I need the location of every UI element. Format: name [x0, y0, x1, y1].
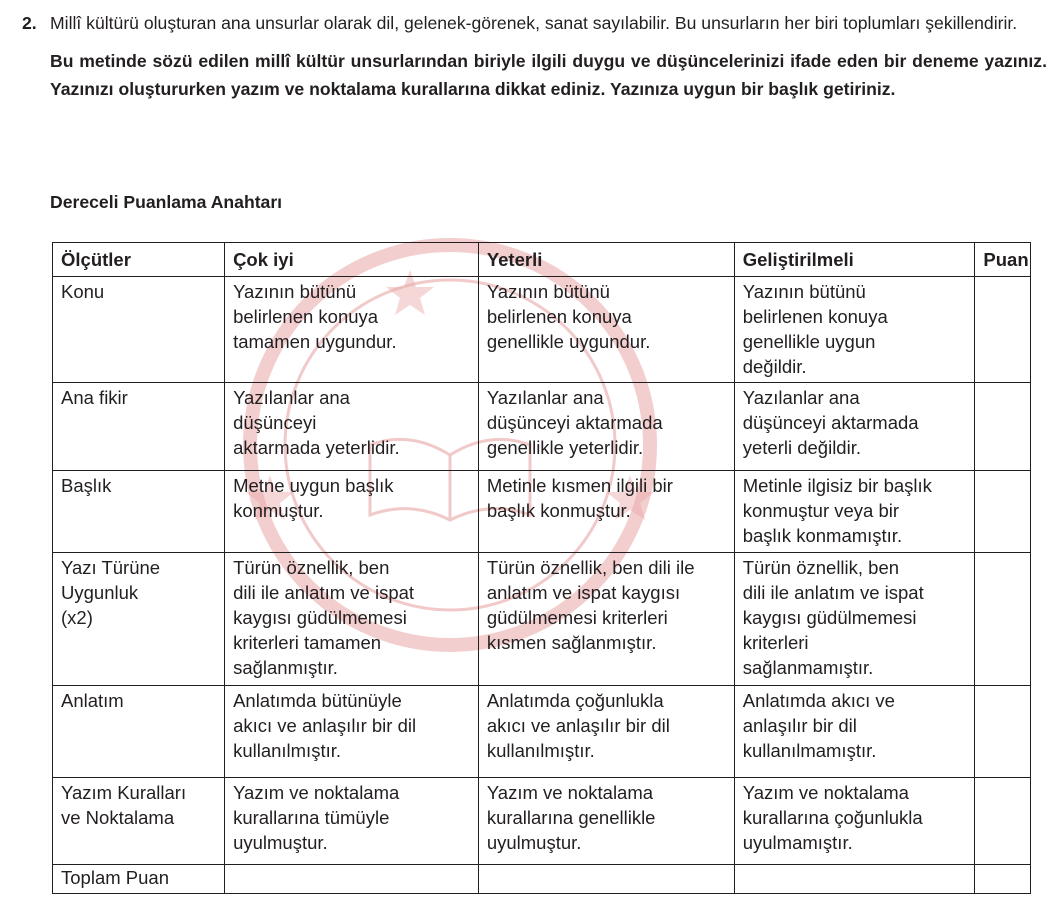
criterion-cell: Anlatım — [53, 686, 225, 778]
total-empty-cell — [478, 865, 734, 894]
question-intro: Millî kültürü oluşturan ana unsurlar olarak dil, gelenek-görenek, sanat sayılabilir. Bu unsurların her biri toplumları şekillendirir. — [50, 13, 1018, 33]
total-label: Toplam Puan — [53, 865, 225, 894]
sufficient-cell: Yazılanlar ana düşünceyi aktarmada genellikle yeterlidir. — [478, 383, 734, 471]
very-good-cell: Yazılanlar ana düşünceyi aktarmada yeterlidir. — [225, 383, 479, 471]
question-number: 2. — [22, 13, 37, 33]
needs-improvement-cell: Yazılanlar ana düşünceyi aktarmada yeterli değildir. — [734, 383, 975, 471]
table-row — [53, 778, 1031, 865]
score-cell[interactable] — [975, 383, 1031, 471]
very-good-cell: Anlatımda bütünüyle akıcı ve anlaşılır bir dil kullanılmıştır. — [225, 686, 479, 778]
header-score: Puan — [975, 243, 1031, 277]
table-row — [53, 686, 1031, 778]
table-row — [53, 277, 1031, 383]
sufficient-cell: Yazım ve noktalama kurallarına genellikle uyulmuştur. — [478, 778, 734, 865]
very-good-cell: Metne uygun başlık konmuştur. — [225, 471, 479, 553]
needs-improvement-cell: Metinle ilgisiz bir başlık konmuştur veya bir başlık konmamıştır. — [734, 471, 975, 553]
total-row — [53, 865, 1031, 894]
table-row — [53, 471, 1031, 553]
header-criteria: Ölçütler — [53, 243, 225, 277]
score-cell[interactable] — [975, 553, 1031, 686]
very-good-cell: Yazının bütünü belirlenen konuya tamamen uygundur. — [225, 277, 479, 383]
total-empty-cell — [225, 865, 479, 894]
sufficient-cell: Türün öznellik, ben dili ile anlatım ve ispat kaygısı güdülmemesi kriterleri kısmen sağlanmıştır. — [478, 553, 734, 686]
score-cell[interactable] — [975, 686, 1031, 778]
criterion-cell: Konu — [53, 277, 225, 383]
needs-improvement-cell: Yazım ve noktalama kurallarına çoğunlukla uyulmamıştır. — [734, 778, 975, 865]
sufficient-cell: Anlatımda çoğunlukla akıcı ve anlaşılır bir dil kullanılmıştır. — [478, 686, 734, 778]
question-task: Bu metinde sözü edilen millî kültür unsurlarından biriyle ilgili duygu ve düşüncelerinizi ifade eden bir deneme yazınız. Yazınızı oluştururken yazım ve noktalama kurallarına dikkat ediniz. Yazınıza uygun bir başlık getiriniz. — [50, 51, 1047, 99]
header-sufficient: Yeterli — [478, 243, 734, 277]
very-good-cell: Yazım ve noktalama kurallarına tümüyle uyulmuştur. — [225, 778, 479, 865]
score-cell[interactable] — [975, 471, 1031, 553]
table-row — [53, 383, 1031, 471]
rubric-table — [52, 242, 1031, 894]
question-block — [22, 10, 1047, 103]
header-needs-improvement: Geliştirilmeli — [734, 243, 975, 277]
criterion-cell: Ana fikir — [53, 383, 225, 471]
rubric-header-row — [53, 243, 1031, 277]
total-score-cell[interactable] — [975, 865, 1031, 894]
sufficient-cell: Metinle kısmen ilgili bir başlık konmuştur. — [478, 471, 734, 553]
score-cell[interactable] — [975, 277, 1031, 383]
needs-improvement-cell: Türün öznellik, ben dili ile anlatım ve ispat kaygısı güdülmemesi kriterleri sağlanmamıştır. — [734, 553, 975, 686]
criterion-cell: Yazım Kuralları ve Noktalama — [53, 778, 225, 865]
criterion-cell: Başlık — [53, 471, 225, 553]
header-very-good: Çok iyi — [225, 243, 479, 277]
needs-improvement-cell: Anlatımda akıcı ve anlaşılır bir dil kullanılmamıştır. — [734, 686, 975, 778]
score-cell[interactable] — [975, 778, 1031, 865]
rubric-title: Dereceli Puanlama Anahtarı — [50, 192, 283, 212]
very-good-cell: Türün öznellik, ben dili ile anlatım ve ispat kaygısı güdülmemesi kriterleri tamamen sağlanmıştır. — [225, 553, 479, 686]
total-empty-cell — [734, 865, 975, 894]
sufficient-cell: Yazının bütünü belirlenen konuya genellikle uygundur. — [478, 277, 734, 383]
criterion-cell: Yazı Türüne Uygunluk (x2) — [53, 553, 225, 686]
table-row — [53, 553, 1031, 686]
needs-improvement-cell: Yazının bütünü belirlenen konuya genellikle uygun değildir. — [734, 277, 975, 383]
